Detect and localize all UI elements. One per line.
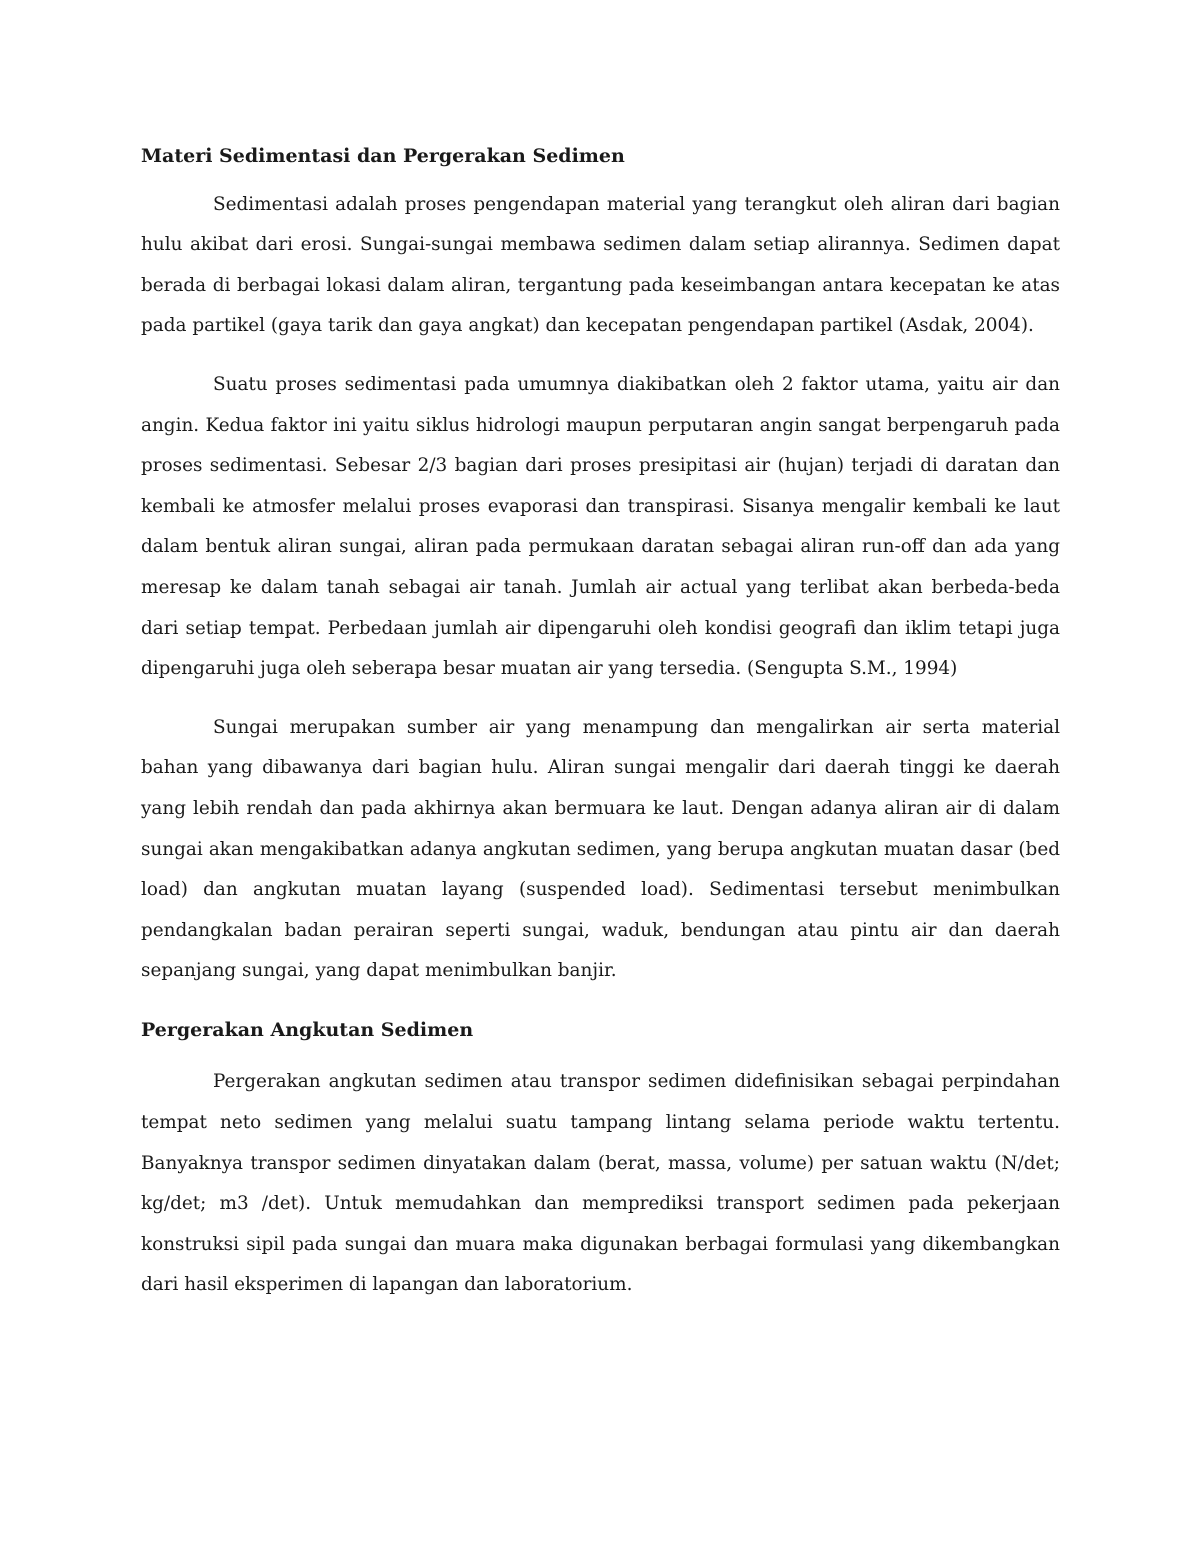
section-heading-pergerakan: Pergerakan Angkutan Sedimen bbox=[141, 1018, 474, 1041]
paragraph-pergerakan-angkutan: Pergerakan angkutan sedimen atau transpor sedimen didefinisikan sebagai perpindahan tempat neto sedimen yang melalui suatu tampang lintang selama periode waktu tertentu. Banyaknya transpor sedimen dinyatakan dalam (berat, massa, volume) per satuan waktu (N/det; kg/det; m3 /det). Untuk memudahkan dan memprediksi transport sedimen pada pekerjaan konstruksi sipil pada sungai dan muara maka digunakan berbagai formulasi yang dikembangkan dari hasil eksperimen di lapangan dan laboratorium. bbox=[141, 1071, 1060, 1296]
paragraph-sedimentasi-definition: Sedimentasi adalah proses pengendapan material yang terangkut oleh aliran dari bagian hulu akibat dari erosi. Sungai-sungai membawa sedimen dalam setiap alirannya. Sedimen dapat berada di berbagai lokasi dalam aliran, tergantung pada keseimbangan antara kecepatan ke atas pada partikel (gaya tarik dan gaya angkat) dan kecepatan pengendapan partikel (Asdak, 2004). bbox=[141, 193, 1060, 337]
document-body bbox=[141, 136, 1060, 1324]
paragraph-sungai: Sungai merupakan sumber air yang menampung dan mengalirkan air serta material bahan yang dibawanya dari bagian hulu. Aliran sungai mengalir dari daerah tinggi ke daerah yang lebih rendah dan pada akhirnya akan bermuara ke laut. Dengan adanya aliran air di dalam sungai akan mengakibatkan adanya angkutan sedimen, yang berupa angkutan muatan dasar (bed load) dan angkutan muatan layang (suspended load). Sedimentasi tersebut menimbulkan pendangkalan badan perairan seperti sungai, waduk, bendungan atau pintu air dan daerah sepanjang sungai, yang dapat menimbulkan banjir. bbox=[141, 716, 1060, 982]
paragraph-sedimentasi-factors: Suatu proses sedimentasi pada umumnya diakibatkan oleh 2 faktor utama, yaitu air dan angin. Kedua faktor ini yaitu siklus hidrologi maupun perputaran angin sangat berpengaruh pada proses sedimentasi. Sebesar 2/3 bagian dari proses presipitasi air (hujan) terjadi di daratan dan kembali ke atmosfer melalui proses evaporasi dan transpirasi. Sisanya mengalir kembali ke laut dalam bentuk aliran sungai, aliran pada permukaan daratan sebagai aliran run-off dan ada yang meresap ke dalam tanah sebagai air tanah. Jumlah air actual yang terlibat akan berbeda-beda dari setiap tempat. Perbedaan jumlah air dipengaruhi oleh kondisi geografi dan iklim tetapi juga dipengaruhi juga oleh seberapa besar muatan air yang tersedia. (Sengupta S.M., 1994) bbox=[141, 373, 1060, 680]
section-heading-sedimentasi: Materi Sedimentasi dan Pergerakan Sedimen bbox=[141, 145, 625, 167]
